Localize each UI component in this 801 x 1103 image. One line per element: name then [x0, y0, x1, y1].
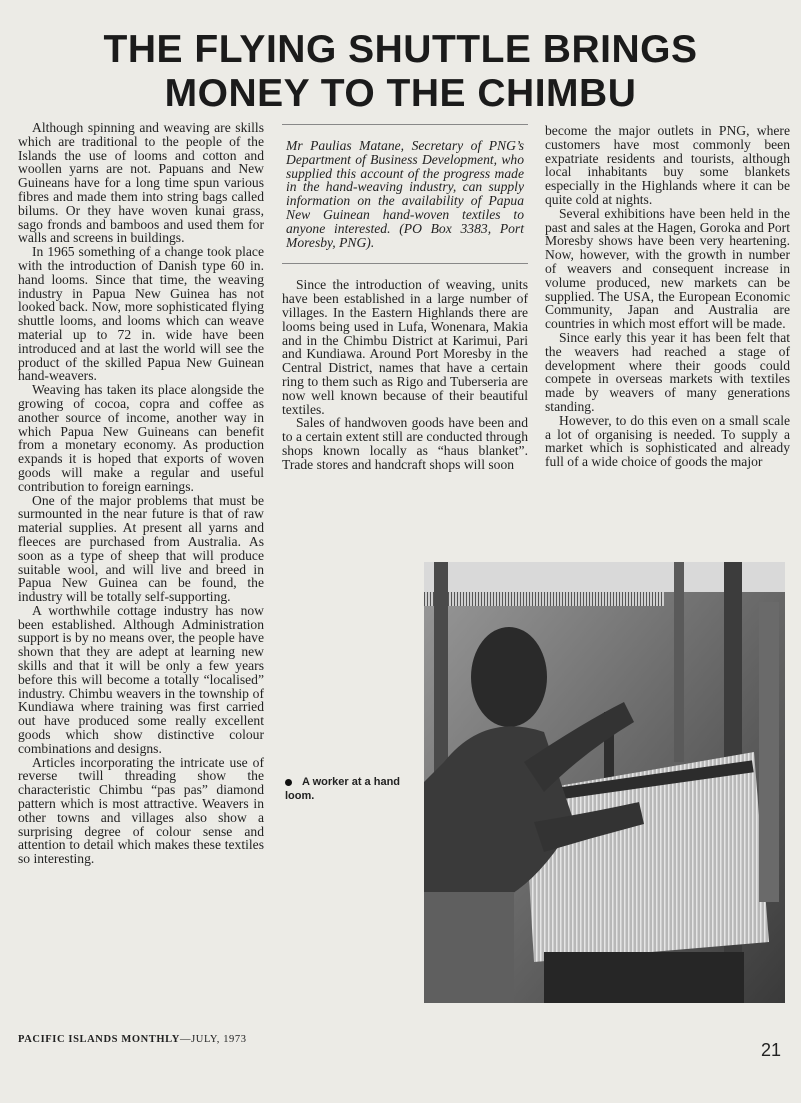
column-2 [282, 124, 528, 472]
bullet-icon [285, 779, 292, 786]
footer-publication [18, 1034, 247, 1045]
column-3 [545, 124, 790, 469]
divider [282, 124, 528, 125]
loom-photo [424, 562, 785, 1003]
paragraph: A worthwhile cottage industry has now been established. Although Administration support is by no means over, the people have shown that they are adept at learning new skills and that it will be only a few years before this will become a totally “localised” industry. Chimbu weavers in the township of Kundiawa where training was first carried out have produced some really excellent goods which show distinctive colour combinations and designs. [18, 602, 264, 756]
paragraph: Although spinning and weaving are skills which are traditional to the people of the Islands the use of looms and cotton and woollen yarns are not. Papuans and New Guineans have for a long time spun various fibres and made them into string bags called bilums. Or they have woven kunai grass, sago fronds and bamboos and used them for walls and screens in buildings. [18, 120, 264, 246]
paragraph: Since early this year it has been felt that the weavers had reached a stage of development where their goods could compete in overseas markets with textiles made by weavers of many generations standing. [545, 329, 790, 414]
paragraph: Sales of handwoven goods have been and to a certain extent still are conducted through shops known locally as “haus blanket”. Trade stores and handcraft shops will soon [282, 415, 528, 472]
paragraph: Articles incorporating the intricate use of reverse twill threading show the characteristic Chimbu “pas pas” diamond pattern which is most attractive. Weavers in other towns and villages also show a surprising degree of colour sense and attention to detail which makes these textiles so interesting. [18, 754, 264, 867]
paragraph: Since the introduction of weaving, units have been established in a large number of villages. In the Eastern Highlands there are looms being used in Lufa, Wonenara, Makia and in the Chimbu District at Karimui, Pari and Kundiawa. Around Port Moresby in the Central District, names that have a certain ring to them such as Rigo and Tuberseria are now well known because of their beautiful textiles. [282, 277, 528, 417]
paragraph: In 1965 something of a change took place with the introduction of Danish type 60 in. hand looms. Since that time, the weaving industry in Papua New Guinea has not looked back. Now, more sophisticated flying shuttle looms, and looms which can weave material up to 72 in. wide have been introduced and at last the world will see the product of the skilled Papua New Guinean hand-weavers. [18, 244, 264, 384]
page-number: 21 [760, 1040, 781, 1060]
photo-caption [285, 775, 405, 803]
author-credit: Mr Paulias Matane, Secretary of PNG’s Department of Business Development, who supplied this account of the progress made in the hand-weaving industry, can supply information on the availability of Papua New Guinean hand-woven textiles to anyone interested. (PO Box 3383, Port Moresby, PNG). [286, 138, 524, 250]
column-1 [18, 121, 264, 866]
headline [40, 28, 761, 116]
headline-line-2: MONEY TO THE CHIMBU [164, 72, 637, 115]
publication-name: PACIFIC ISLANDS MONTHLY [18, 1034, 180, 1045]
paragraph: become the major outlets in PNG, where customers have most commonly been expatriate residents and tourists, although local inhabitants buy some blankets especially in the Highlands where it can be quite cold at nights. [545, 123, 790, 207]
paragraph: However, to do this even on a small scale a lot of organising is needed. To supply a market which is sophisticated and already full of a wide choice of goods the major [545, 412, 790, 470]
paragraph: Several exhibitions have been held in the past and sales at the Hagen, Goroka and Port Moresby shows have been very heartening. Now, however, with the growth in number of weavers and consequent increase in volume produced, new markets can be supplied. The USA, the European Economic Community, Japan and Australia are countries in which most effort will be made. [545, 205, 790, 332]
paragraph: One of the major problems that must be surmounted in the near future is that of raw material supplies. At present all yarns and fleeces are purchased from Australia. As soon as a type of sheep that will produce suitable wool, and will live and breed in Papua New Guinea can be found, the industry will be totally self-supporting. [18, 492, 264, 605]
caption-text: A worker at a hand loom. [285, 776, 401, 802]
author-credit-box [282, 139, 528, 264]
paragraph: Weaving has taken its place alongside the growing of cocoa, copra and coffee as another source of income, another way in which Papua New Guineans can benefit from a monetary economy. As production expands it is hoped that exports of woven goods will make a regular and useful contribution to foreign earnings. [18, 382, 264, 494]
issue-date: —JULY, 1973 [180, 1034, 247, 1045]
headline-line-1: THE FLYING SHUTTLE BRINGS [103, 28, 698, 71]
weaver-at-loom-image [424, 562, 785, 1003]
